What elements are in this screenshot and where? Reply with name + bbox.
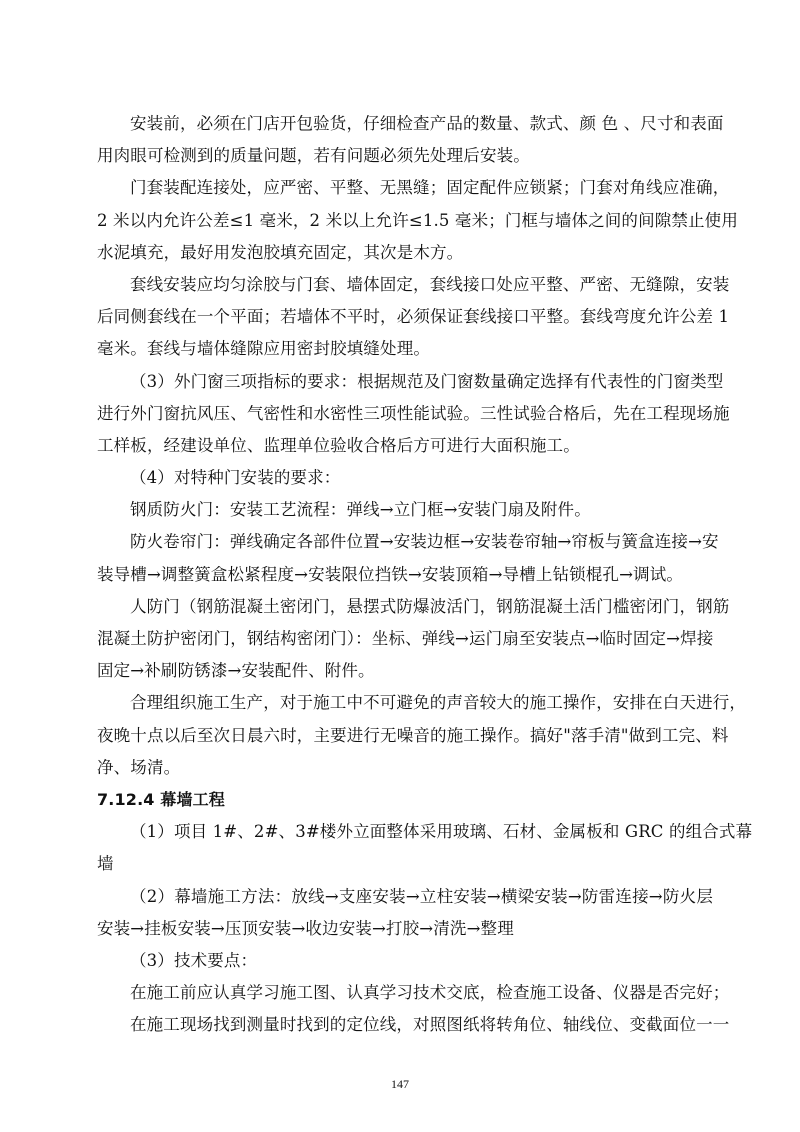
paragraph-technical-points (97, 945, 713, 977)
text-line: 工样板，经建设单位、监理单位验收合格后方可进行大面积施工。 (97, 435, 580, 455)
text-line: 钢质防火门：安装工艺流程：弹线→立门框→安装门扇及附件。 (130, 500, 591, 520)
paragraph-noise-control (97, 687, 747, 784)
text-line: （2）幕墙施工方法：放线→支座安装→立柱安装→横梁安装→防雷连接→防火层 (130, 886, 713, 906)
paragraph-curtain-wall-scope (97, 816, 753, 880)
paragraph-preparation (97, 977, 730, 1009)
text-line: 水泥填充，最好用发泡胶填充固定，其次是木方。 (97, 242, 464, 262)
text-line: 毫米。套线与墙体缝隙应用密封胶填缝处理。 (97, 339, 430, 359)
text-line: 门套装配连接处，应严密、平整、无黑缝；固定配件应锁紧；门套对角线应准确， (130, 178, 730, 198)
paragraph-door-frame (97, 172, 738, 269)
text-line: 在施工现场找到测量时找到的定位线，对照图纸将转角位、轴线位、变截面位一一 (130, 1015, 730, 1035)
text-line: 用肉眼可检测到的质量问题，若有问题必须先处理后安装。 (97, 146, 530, 166)
text-line: （3）技术要点： (130, 950, 258, 970)
text-line: 混凝土防护密闭门，钢结构密闭门）：坐标、弹线→运门扇至安装点→临时固定→焊接 (97, 629, 714, 648)
text-line: 装导槽→调整簧盒松紧程度→安装限位挡铁→安装顶箱→导槽上钻锁棍孔→调试。 (97, 564, 684, 584)
text-line: （4）对特种门安装的要求： (130, 468, 341, 488)
text-line: 后同侧套线在一个平面；若墙体不平时，必须保证套线接口平整。套线弯度允许公差 1 (97, 307, 730, 327)
text-line: 墙 (97, 854, 114, 874)
text-line: 2 米以内允许公差≤1 毫米，2 米以上允许≤1.5 毫米；门框与墙体之间的间隙禁止使用 (97, 210, 738, 230)
text-line: 夜晚十点以后至次日晨六时，主要进行无噪音的施工操作。搞好"落手清"做到工完、料 (97, 725, 729, 745)
paragraph-curtain-wall-method (97, 881, 713, 945)
paragraph-site-survey (97, 1009, 730, 1041)
text-line: 套线安装应均匀涂胶与门套、墙体固定，套线接口处应平整、严密、无缝隙，安装 (130, 274, 730, 294)
text-line: （3）外门窗三项指标的要求：根据规范及门窗数量确定选择有代表性的门窗类型 (130, 371, 724, 391)
section-heading: 7.12.4 幕墙工程 (97, 789, 225, 809)
paragraph-civil-defense-door (97, 591, 730, 688)
text-line: 进行外门窗抗风压、气密性和水密性三项性能试验。三性试验合格后，先在工程现场施 (97, 403, 730, 423)
text-line: （1）项目 1#、2#、3#楼外立面整体采用玻璃、石材、金属板和 GRC 的组合式幕 (130, 822, 753, 842)
text-line: 合理组织施工生产，对于施工中不可避免的声音较大的施工操作，安排在白天进行， (130, 693, 747, 713)
text-line: 净、场清。 (97, 757, 181, 777)
paragraph-special-doors (97, 462, 713, 494)
paragraph-steel-fire-door (97, 494, 713, 526)
paragraph-inspection (97, 108, 724, 172)
text-line: 固定→补刷防锈漆→安装配件、附件。 (97, 661, 375, 681)
text-line: 人防门（钢筋混凝土密闭门，悬摆式防爆波活门，钢筋混凝土活门槛密闭门，钢筋 (130, 596, 730, 616)
text-line: 在施工前应认真学习施工图、认真学习技术交底，检查施工设备、仪器是否完好； (130, 983, 730, 1003)
document-page (97, 108, 753, 1041)
paragraph-exterior-windows (97, 366, 730, 463)
text-line: 安装前，必须在门店开包验货，仔细检查产品的数量、款式、颜 色 、尺寸和表面 (130, 114, 724, 133)
page-number: 147 (391, 1077, 409, 1091)
paragraph-trim (97, 269, 730, 366)
text-line: 安装→挂板安装→压顶安装→收边安装→打胶→清洗→整理 (97, 918, 514, 938)
text-line: 防火卷帘门：弹线确定各部件位置→安装边框→安装卷帘轴→帘板与簧盒连接→安 (130, 532, 719, 552)
paragraph-fire-shutter (97, 526, 719, 590)
